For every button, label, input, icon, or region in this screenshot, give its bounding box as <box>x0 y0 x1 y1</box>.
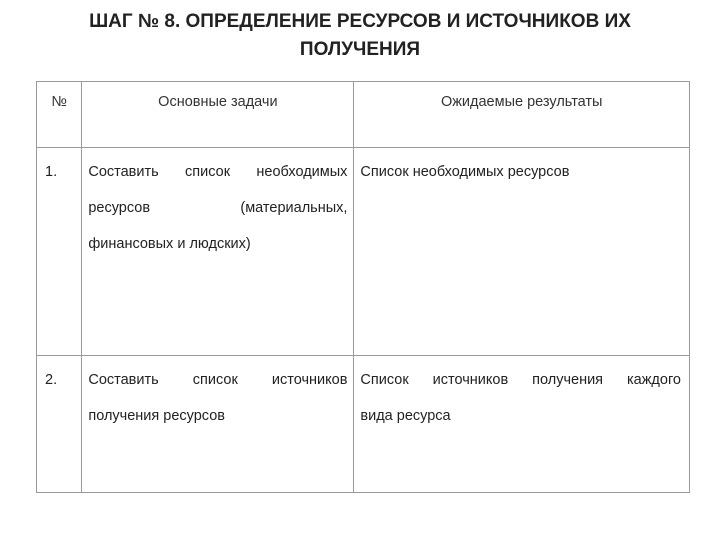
task-cell <box>82 356 354 493</box>
result-cell <box>354 356 690 493</box>
task-line: Составить список необходимых <box>88 164 348 180</box>
table-row <box>37 148 690 356</box>
header-tasks: Основные задачи <box>82 82 354 148</box>
tasks-table <box>36 81 690 493</box>
result-line: Список источников получения каждого <box>360 372 681 388</box>
table-header-row <box>37 82 690 148</box>
task-line: получения ресурсов <box>88 408 225 424</box>
header-number: № <box>37 82 82 148</box>
task-cell <box>82 148 354 356</box>
slide-title-line-1: ШАГ № 8. ОПРЕДЕЛЕНИЕ РЕСУРСОВ И ИСТОЧНИКОВ ИХ <box>89 11 631 32</box>
table-row <box>37 356 690 493</box>
task-line: финансовых и людских) <box>88 236 251 252</box>
slide-title <box>40 8 680 64</box>
row-number: 1. <box>37 148 82 356</box>
task-line: Составить список источников <box>88 372 348 388</box>
task-line: ресурсов (материальных, <box>88 200 348 216</box>
header-results: Ожидаемые результаты <box>354 82 690 148</box>
row-number: 2. <box>37 356 82 493</box>
slide-title-line-2: ПОЛУЧЕНИЯ <box>299 39 421 60</box>
result-cell <box>354 148 690 356</box>
result-line: Список необходимых ресурсов <box>360 164 570 180</box>
result-line: вида ресурса <box>360 408 451 424</box>
